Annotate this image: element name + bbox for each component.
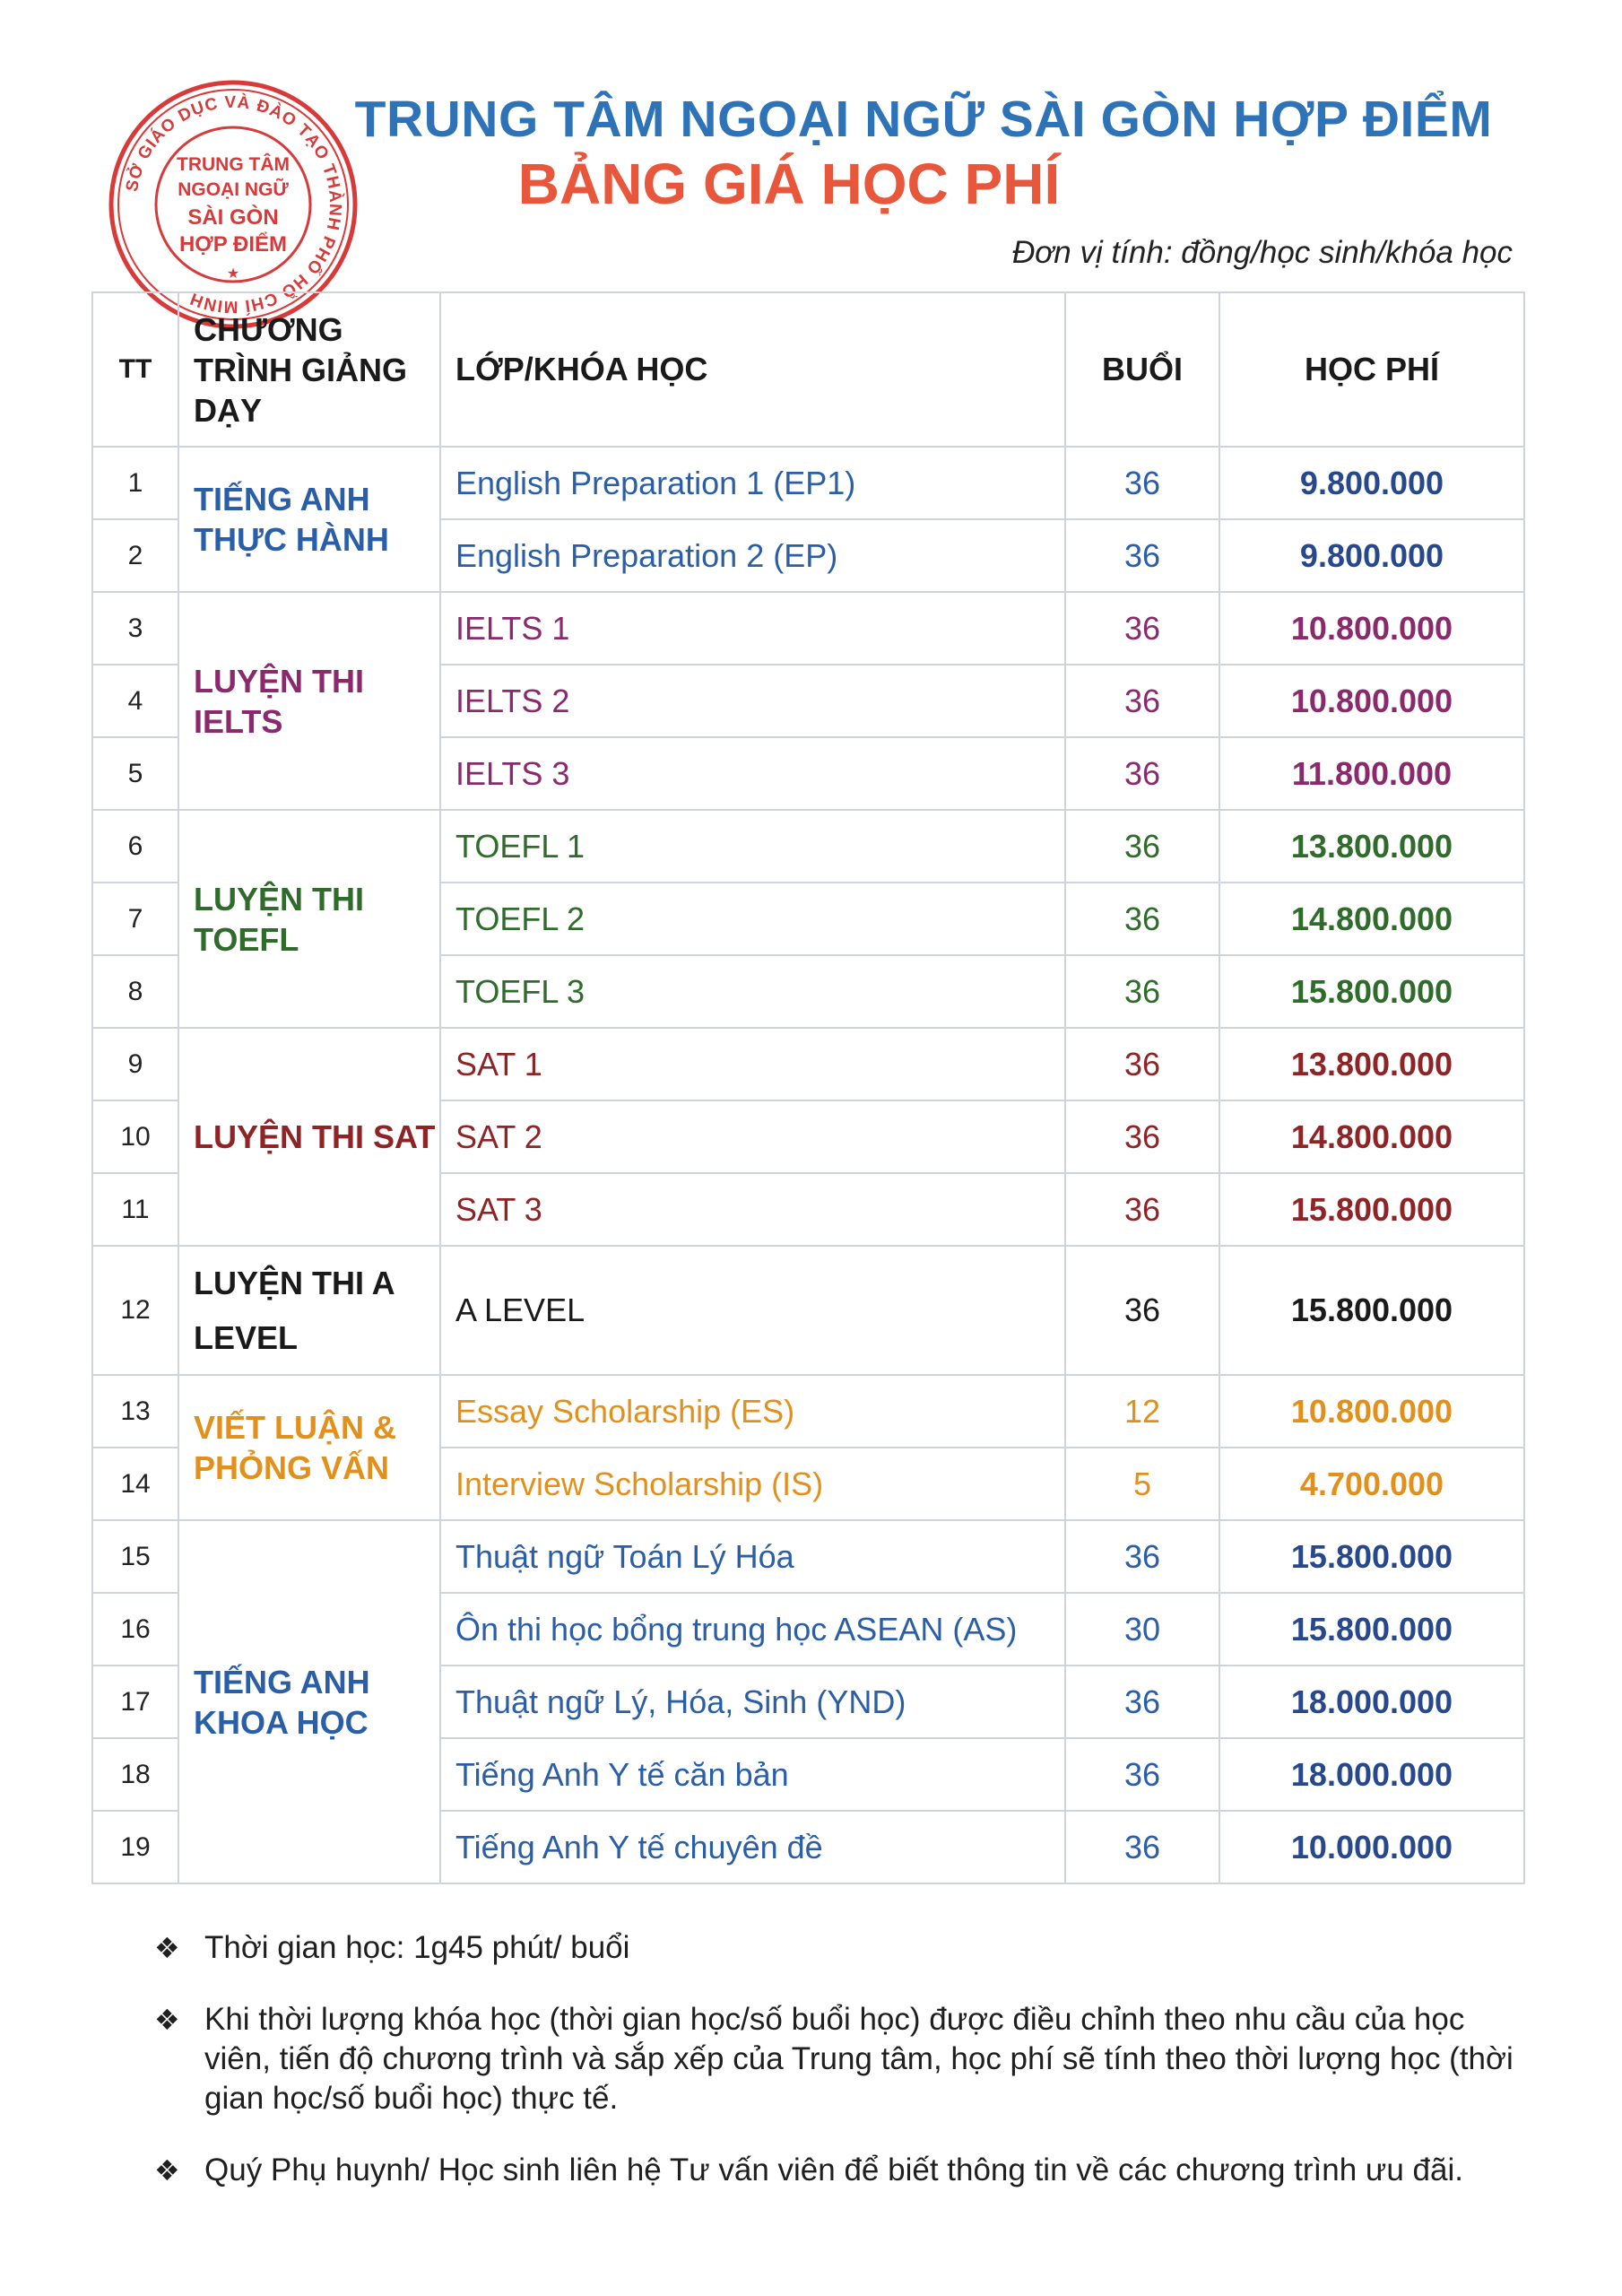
program-cell: LUYỆN THI A LEVEL	[178, 1246, 440, 1375]
course-cell: SAT 2	[440, 1100, 1065, 1173]
fee-cell: 18.000.000	[1219, 1665, 1524, 1738]
fee-cell: 15.800.000	[1219, 1593, 1524, 1665]
course-cell: SAT 1	[440, 1028, 1065, 1100]
fee-cell: 10.000.000	[1219, 1811, 1524, 1883]
fee-cell: 18.000.000	[1219, 1738, 1524, 1811]
note-item	[154, 2151, 1535, 2190]
row-tt: 5	[92, 737, 178, 810]
svg-text:★: ★	[226, 265, 240, 282]
course-cell: IELTS 1	[440, 592, 1065, 665]
note-item	[154, 2000, 1535, 2118]
sessions-cell: 36	[1065, 1100, 1219, 1173]
note-text: Quý Phụ huynh/ Học sinh liên hệ Tư vấn viên để biết thông tin về các chương trình ưu đãi.	[204, 2152, 1463, 2187]
row-tt: 11	[92, 1173, 178, 1246]
table-row	[92, 447, 1524, 519]
course-cell: A LEVEL	[440, 1246, 1065, 1375]
sessions-cell: 36	[1065, 1738, 1219, 1811]
diamond-bullet-icon: ❖	[154, 2004, 180, 2036]
course-cell: IELTS 3	[440, 737, 1065, 810]
fee-cell: 4.700.000	[1219, 1448, 1524, 1520]
fee-cell: 10.800.000	[1219, 665, 1524, 737]
course-cell: Interview Scholarship (IS)	[440, 1448, 1065, 1520]
sessions-cell: 36	[1065, 1520, 1219, 1593]
sessions-cell: 36	[1065, 1811, 1219, 1883]
sessions-cell: 5	[1065, 1448, 1219, 1520]
fee-cell: 15.800.000	[1219, 955, 1524, 1028]
table-row	[92, 810, 1524, 883]
note-item	[154, 1928, 1535, 1968]
row-tt: 15	[92, 1520, 178, 1593]
fee-cell: 10.800.000	[1219, 592, 1524, 665]
fee-cell: 14.800.000	[1219, 883, 1524, 955]
row-tt: 7	[92, 883, 178, 955]
sessions-cell: 36	[1065, 665, 1219, 737]
fee-cell: 10.800.000	[1219, 1375, 1524, 1448]
svg-text:SÀI GÒN: SÀI GÒN	[187, 205, 279, 230]
diamond-bullet-icon: ❖	[154, 2154, 180, 2187]
sessions-cell: 36	[1065, 810, 1219, 883]
row-tt: 16	[92, 1593, 178, 1665]
row-tt: 8	[92, 955, 178, 1028]
note-text: Thời gian học: 1g45 phút/ buổi	[204, 1930, 630, 1965]
unit-note: Đơn vị tính: đồng/học sinh/khóa học	[1011, 235, 1513, 270]
svg-text:TRUNG TÂM: TRUNG TÂM	[177, 154, 290, 175]
sessions-cell: 12	[1065, 1375, 1219, 1448]
header-tt: TT	[92, 292, 178, 447]
course-cell: Thuật ngữ Lý, Hóa, Sinh (YND)	[440, 1665, 1065, 1738]
header-program: CHƯƠNG TRÌNH GIẢNG DẠY	[178, 292, 440, 447]
sessions-cell: 36	[1065, 447, 1219, 519]
row-tt: 17	[92, 1665, 178, 1738]
fee-cell: 15.800.000	[1219, 1173, 1524, 1246]
table-header-row	[92, 292, 1524, 447]
row-tt: 4	[92, 665, 178, 737]
row-tt: 12	[92, 1246, 178, 1375]
table-row	[92, 1375, 1524, 1448]
header-course: LỚP/KHÓA HỌC	[440, 292, 1065, 447]
sessions-cell: 36	[1065, 737, 1219, 810]
sessions-cell: 36	[1065, 1246, 1219, 1375]
header-sessions: BUỔI	[1065, 292, 1219, 447]
sessions-cell: 36	[1065, 883, 1219, 955]
sessions-cell: 36	[1065, 1173, 1219, 1246]
fee-table	[91, 291, 1525, 1884]
sessions-cell: 36	[1065, 519, 1219, 592]
fee-cell: 15.800.000	[1219, 1520, 1524, 1593]
course-cell: SAT 3	[440, 1173, 1065, 1246]
sessions-cell: 36	[1065, 955, 1219, 1028]
course-cell: Ôn thi học bổng trung học ASEAN (AS)	[440, 1593, 1065, 1665]
course-cell: TOEFL 1	[440, 810, 1065, 883]
course-cell: Essay Scholarship (ES)	[440, 1375, 1065, 1448]
course-cell: Thuật ngữ Toán Lý Hóa	[440, 1520, 1065, 1593]
row-tt: 13	[92, 1375, 178, 1448]
diamond-bullet-icon: ❖	[154, 1932, 180, 1964]
row-tt: 19	[92, 1811, 178, 1883]
note-text: Khi thời lượng khóa học (thời gian học/số buổi học) được điều chỉnh theo nhu cầu của học viên, tiến độ chương trình và sắp xếp của Trung tâm, học phí sẽ tính theo thời lượng học (thời gian học/số buổi học) thực tế.	[204, 2002, 1514, 2116]
table-row	[92, 592, 1524, 665]
course-cell: English Preparation 2 (EP)	[440, 519, 1065, 592]
page-title: BẢNG GIÁ HỌC PHÍ	[517, 152, 1061, 216]
row-tt: 3	[92, 592, 178, 665]
svg-text:SỞ GIÁO DỤC VÀ ĐÀO TẠO THÀNH P: SỞ GIÁO DỤC VÀ ĐÀO TẠO THÀNH PHỐ HỒ CHÍ MINH	[122, 92, 345, 317]
fee-cell: 11.800.000	[1219, 737, 1524, 810]
row-tt: 9	[92, 1028, 178, 1100]
fee-cell: 15.800.000	[1219, 1246, 1524, 1375]
sessions-cell: 36	[1065, 1028, 1219, 1100]
course-cell: Tiếng Anh Y tế chuyên đề	[440, 1811, 1065, 1883]
table-row	[92, 1028, 1524, 1100]
row-tt: 6	[92, 810, 178, 883]
program-cell: LUYỆN THI IELTS	[178, 592, 440, 810]
table-row	[92, 1520, 1524, 1593]
fee-cell: 9.800.000	[1219, 447, 1524, 519]
course-cell: IELTS 2	[440, 665, 1065, 737]
fee-cell: 14.800.000	[1219, 1100, 1524, 1173]
notes-section	[154, 1928, 1535, 2222]
row-tt: 1	[92, 447, 178, 519]
sessions-cell: 30	[1065, 1593, 1219, 1665]
row-tt: 18	[92, 1738, 178, 1811]
svg-text:HỢP ĐIỂM: HỢP ĐIỂM	[178, 232, 288, 257]
header-fee: HỌC PHÍ	[1219, 292, 1524, 447]
table-row	[92, 1246, 1524, 1375]
row-tt: 2	[92, 519, 178, 592]
program-cell: VIẾT LUẬN & PHỎNG VẤN	[178, 1375, 440, 1520]
program-cell: TIẾNG ANH THỰC HÀNH	[178, 447, 440, 592]
fee-cell: 13.800.000	[1219, 1028, 1524, 1100]
fee-cell: 9.800.000	[1219, 519, 1524, 592]
course-cell: TOEFL 3	[440, 955, 1065, 1028]
sessions-cell: 36	[1065, 592, 1219, 665]
course-cell: TOEFL 2	[440, 883, 1065, 955]
program-cell: TIẾNG ANH KHOA HỌC	[178, 1520, 440, 1883]
course-cell: Tiếng Anh Y tế căn bản	[440, 1738, 1065, 1811]
center-name: TRUNG TÂM NGOẠI NGỮ SÀI GÒN HỢP ĐIỂM	[354, 91, 1493, 148]
row-tt: 10	[92, 1100, 178, 1173]
program-cell: LUYỆN THI SAT	[178, 1028, 440, 1246]
course-cell: English Preparation 1 (EP1)	[440, 447, 1065, 519]
svg-text:NGOẠI NGỮ: NGOẠI NGỮ	[178, 179, 289, 200]
fee-cell: 13.800.000	[1219, 810, 1524, 883]
sessions-cell: 36	[1065, 1665, 1219, 1738]
program-cell: LUYỆN THI TOEFL	[178, 810, 440, 1028]
row-tt: 14	[92, 1448, 178, 1520]
